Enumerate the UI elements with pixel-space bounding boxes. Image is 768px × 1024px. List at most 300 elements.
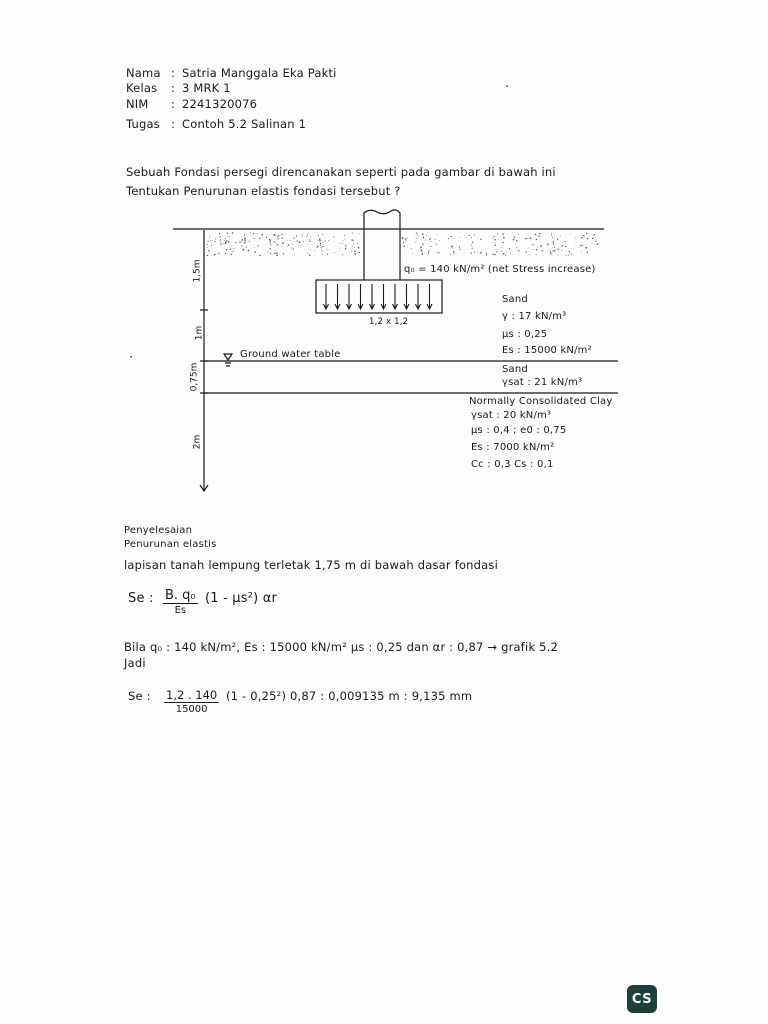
soil-speck — [494, 236, 495, 237]
soil-speck — [553, 251, 554, 252]
soil-speck — [421, 250, 423, 252]
soil-speck — [503, 255, 504, 256]
soil-speck — [241, 245, 242, 246]
soil-speck — [597, 243, 599, 245]
soil-speck — [586, 252, 588, 254]
soil-speck — [219, 236, 220, 237]
soil-speck — [565, 246, 566, 247]
soil-speck — [595, 241, 596, 242]
soil-speck — [209, 237, 210, 238]
soil-speck — [269, 248, 270, 249]
soil-speck — [221, 244, 222, 245]
soil-speck — [568, 254, 569, 255]
soil-speck — [359, 233, 360, 234]
soil-speck — [231, 254, 232, 255]
soil-speck — [472, 247, 473, 248]
soil-speck — [529, 254, 530, 255]
soil-speck — [557, 239, 558, 240]
soil-speck — [294, 254, 295, 255]
soil-speck — [514, 239, 515, 240]
soil-speck — [277, 244, 279, 246]
soil-speck — [322, 234, 323, 235]
soil-speck — [576, 243, 577, 244]
soil-speck — [453, 253, 454, 254]
soil-speck — [300, 241, 301, 242]
soil-speck — [215, 238, 216, 239]
gwt-label: Ground water table — [240, 349, 341, 360]
soil-speck — [241, 239, 242, 240]
soil-speck — [244, 243, 245, 244]
soil-speck — [503, 253, 505, 255]
formula-denominator: Es — [174, 605, 187, 616]
soil-speck — [282, 246, 283, 247]
soil-speck — [518, 250, 519, 251]
value-nim: 2241320076 — [182, 97, 258, 111]
soil-speck — [430, 246, 431, 247]
soil-speck — [474, 252, 475, 253]
soil-speck — [495, 245, 496, 246]
soil-speck — [460, 237, 461, 238]
soil-speck — [480, 252, 481, 253]
soil-speck — [293, 249, 294, 250]
soil-speck — [282, 238, 283, 239]
soil-speck — [533, 249, 534, 250]
soil-speck — [595, 237, 596, 238]
soil-speck — [492, 238, 493, 239]
soil-speck — [274, 234, 276, 236]
soil-speck — [274, 253, 275, 254]
soil-speck — [357, 243, 358, 244]
soil-speck — [228, 241, 230, 243]
soil-speck — [230, 249, 231, 250]
soil-speck — [585, 247, 587, 249]
soil-speck — [486, 254, 487, 255]
soil-speck — [345, 245, 346, 246]
soil-speck — [254, 238, 255, 239]
soil-speck — [438, 252, 439, 253]
soil-speck — [535, 234, 537, 236]
soil-speck — [244, 234, 245, 235]
soil-speck — [321, 250, 322, 251]
label-nim: NIM — [126, 97, 149, 111]
soil-speck — [561, 250, 562, 251]
soil-speck — [551, 233, 552, 234]
soil-speck — [551, 235, 552, 236]
soil-speck — [242, 250, 243, 251]
soil-speck — [214, 254, 216, 256]
soil-speck — [254, 247, 255, 248]
clay-cc-cs: Cc : 0,3 Cs : 0,1 — [471, 459, 554, 470]
soil-speck — [266, 237, 267, 238]
soil-speck — [542, 250, 543, 251]
soil-speck — [550, 253, 551, 254]
jadi-label: Jadi — [124, 656, 146, 670]
soil-speck — [420, 247, 422, 249]
soil-speck — [306, 236, 307, 237]
clay-mu-e0: μs : 0,4 ; e0 : 0,75 — [471, 425, 567, 436]
soil-speck — [411, 248, 412, 249]
soil-speck — [580, 245, 581, 246]
soil-speck — [244, 238, 246, 240]
soil-speck — [530, 237, 532, 239]
soil-speck — [229, 236, 230, 237]
soil-speck — [592, 243, 593, 244]
soil-speck — [224, 240, 225, 241]
solution-subtitle: Penurunan elastis — [124, 539, 217, 550]
soil-speck — [259, 238, 260, 239]
soil-speck — [541, 255, 542, 256]
soil-speck — [536, 239, 537, 240]
soil-speck — [218, 253, 219, 254]
soil-speck — [225, 238, 226, 239]
soil-speck — [353, 244, 354, 245]
sand1-name: Sand — [502, 294, 528, 305]
soil-speck — [554, 247, 555, 248]
soil-speck — [292, 244, 293, 245]
soil-speck — [321, 247, 322, 248]
soil-speck — [581, 251, 582, 252]
clay-name: Normally Consolidated Clay — [469, 396, 613, 407]
soil-speck — [293, 237, 294, 238]
soil-speck — [498, 239, 499, 240]
soil-speck — [308, 253, 309, 254]
soil-speck — [287, 240, 288, 241]
sand2-name: Sand — [502, 364, 528, 375]
soil-speck — [422, 234, 423, 235]
soil-speck — [566, 255, 567, 256]
soil-speck — [512, 239, 513, 240]
sep-nama: : — [171, 66, 176, 80]
soil-speck — [501, 247, 502, 248]
soil-speck — [210, 240, 211, 241]
soil-speck — [428, 251, 429, 252]
soil-speck — [339, 243, 340, 244]
soil-speck — [334, 252, 335, 253]
solution-line-1: lapisan tanah lempung terletak 1,75 m di bawah dasar fondasi — [124, 558, 499, 572]
soil-speck — [439, 240, 440, 241]
soil-speck — [342, 240, 343, 241]
soil-speck — [587, 238, 588, 239]
soil-speck — [405, 238, 406, 239]
soil-speck — [297, 240, 298, 241]
soil-speck — [232, 232, 233, 233]
soil-speck — [525, 238, 526, 239]
sand2-gamma: γsat : 21 kN/m³ — [502, 377, 583, 388]
soil-speck — [496, 251, 497, 252]
soil-speck — [318, 240, 319, 241]
soil-speck — [497, 233, 498, 234]
soil-speck — [269, 239, 270, 240]
soil-speck — [320, 245, 321, 246]
footing — [316, 280, 442, 313]
soil-speck — [345, 248, 346, 249]
soil-speck — [258, 245, 259, 246]
soil-speck — [429, 250, 430, 251]
soil-speck — [437, 234, 438, 235]
soil-speck — [244, 239, 246, 241]
soil-speck — [436, 244, 437, 245]
soil-speck — [246, 247, 247, 248]
soil-speck — [243, 248, 244, 249]
soil-speck — [326, 248, 327, 249]
soil-speck — [528, 248, 529, 249]
soil-speck — [594, 234, 595, 235]
soil-speck — [503, 233, 504, 234]
soil-speck — [320, 243, 321, 244]
soil-speck — [220, 241, 221, 242]
soil-speck — [309, 254, 310, 255]
soil-speck — [248, 250, 249, 251]
page-dot — [506, 85, 508, 87]
soil-speck — [423, 236, 424, 237]
soil-speck — [206, 244, 207, 245]
soil-speck — [552, 237, 553, 238]
problem-line-1: Sebuah Fondasi persegi direncanakan seperti pada gambar di bawah ini — [126, 165, 556, 179]
soil-speck — [270, 244, 271, 245]
soil-speck — [241, 242, 242, 243]
soil-speck — [302, 234, 303, 235]
soil-speck — [536, 249, 538, 251]
soil-speck — [301, 245, 302, 246]
soil-speck — [277, 236, 278, 237]
soil-speck — [327, 253, 328, 254]
soil-speck — [459, 249, 460, 250]
soil-speck — [421, 249, 422, 250]
soil-speck — [316, 247, 317, 248]
soil-speck — [311, 249, 312, 250]
value-tugas: Contoh 5.2 Salinan 1 — [182, 117, 307, 131]
soil-speck — [403, 242, 404, 243]
soil-speck — [309, 241, 310, 242]
soil-speck — [249, 241, 250, 242]
soil-speck — [288, 244, 290, 246]
soil-speck — [592, 238, 594, 240]
soil-speck — [549, 250, 550, 251]
soil-speck — [314, 250, 315, 251]
soil-speck — [596, 239, 597, 240]
depth-label-2: 1m — [194, 325, 205, 341]
soil-speck — [296, 235, 297, 236]
soil-speck — [570, 233, 571, 234]
soil-speck — [550, 252, 551, 253]
soil-speck — [226, 240, 227, 241]
label-tugas: Tugas — [126, 117, 160, 131]
soil-speck — [239, 241, 240, 242]
soil-speck — [516, 240, 517, 241]
soil-speck — [581, 245, 582, 246]
problem-line-2: Tentukan Penurunan elastis fondasi tersebut ? — [126, 184, 401, 198]
soil-speck — [276, 243, 277, 244]
soil-speck — [232, 251, 233, 252]
footing-size-label: 1,2 x 1,2 — [369, 317, 409, 327]
soil-speck — [496, 249, 497, 250]
clay-gamma: γsat : 20 kN/m³ — [471, 410, 552, 421]
soil-speck — [223, 243, 224, 244]
calc-fraction — [164, 688, 219, 715]
soil-speck — [428, 253, 429, 254]
soil-speck — [553, 241, 554, 242]
depth-label-1: 1,5m — [192, 259, 203, 283]
soil-speck — [555, 250, 556, 251]
soil-speck — [328, 240, 329, 241]
soil-speck — [309, 239, 310, 240]
soil-speck — [319, 238, 321, 240]
soil-speck — [426, 235, 427, 236]
soil-speck — [569, 251, 570, 252]
soil-speck — [575, 238, 576, 239]
soil-speck — [494, 243, 495, 244]
soil-speck — [290, 240, 291, 241]
soil-speck — [261, 234, 263, 236]
soil-speck — [562, 245, 564, 247]
soil-speck — [422, 243, 424, 245]
soil-speck — [415, 242, 416, 243]
soil-speck — [299, 242, 300, 243]
soil-speck — [235, 242, 236, 243]
soil-speck — [405, 240, 406, 241]
soil-speck — [344, 239, 345, 240]
soil-speck — [354, 247, 355, 248]
formula-fraction — [163, 588, 198, 616]
soil-speck — [225, 253, 226, 254]
soil-speck — [459, 247, 460, 248]
soil-speck — [334, 237, 335, 238]
soil-speck — [516, 247, 517, 248]
soil-speck — [469, 235, 470, 236]
soil-speck — [276, 254, 278, 256]
soil-speck — [233, 248, 234, 249]
sep-nim: : — [171, 97, 176, 111]
load-label: q₀ = 140 kN/m² (net Stress increase) — [404, 264, 596, 275]
soil-speck — [471, 237, 472, 238]
soil-speck — [526, 251, 527, 252]
soil-speck — [303, 241, 304, 242]
soil-speck — [345, 246, 346, 247]
soil-speck — [429, 239, 430, 240]
soil-speck — [581, 237, 583, 239]
soil-speck — [342, 243, 343, 244]
soil-speck — [352, 233, 353, 234]
soil-speck — [437, 252, 438, 253]
formula-numerator: B. q₀ — [165, 588, 196, 603]
clay-es: Es : 7000 kN/m² — [471, 442, 555, 453]
soil-speck — [211, 245, 212, 246]
soil-speck — [219, 254, 220, 255]
soil-speck — [584, 236, 585, 237]
soil-speck — [402, 237, 404, 239]
soil-speck — [257, 233, 258, 234]
soil-speck — [227, 233, 228, 234]
soil-speck — [308, 244, 309, 245]
soil-speck — [453, 251, 454, 252]
sep-tugas: : — [171, 117, 176, 131]
soil-speck — [254, 251, 256, 253]
soil-speck — [226, 249, 227, 250]
soil-speck — [355, 253, 356, 254]
soil-speck — [270, 241, 271, 242]
soil-speck — [422, 233, 423, 234]
soil-speck — [220, 239, 221, 240]
soil-speck — [327, 249, 328, 250]
soil-speck — [431, 241, 432, 242]
soil-speck — [451, 236, 452, 237]
depth-label-3: 0,75m — [189, 362, 200, 392]
soil-speck — [425, 240, 426, 241]
soil-speck — [538, 235, 539, 236]
soil-speck — [267, 252, 268, 253]
page-dot — [130, 356, 132, 358]
soil-speck — [450, 236, 451, 237]
soil-speck — [416, 238, 417, 239]
soil-speck — [359, 252, 360, 253]
sand1-mu: μs : 0,25 — [502, 329, 548, 340]
soil-speck — [486, 253, 487, 254]
soil-speck — [319, 240, 321, 242]
soil-speck — [451, 246, 453, 248]
soil-speck — [584, 255, 585, 256]
given-line: Bila q₀ : 140 kN/m², Es : 15000 kN/m² μs : 0,25 dan αr : 0,87 → grafik 5.2 — [124, 640, 559, 654]
soil-speck — [281, 234, 282, 235]
soil-speck — [259, 255, 260, 256]
soil-speck — [250, 232, 251, 233]
soil-speck — [344, 235, 345, 236]
soil-speck — [583, 235, 584, 236]
soil-speck — [571, 253, 572, 254]
soil-speck — [430, 238, 431, 239]
soil-speck — [472, 242, 473, 243]
soil-speck — [219, 234, 220, 235]
soil-speck — [510, 253, 511, 254]
soil-speck — [423, 237, 424, 238]
soil-speck — [533, 244, 534, 245]
soil-speck — [209, 251, 210, 252]
soil-speck — [351, 239, 353, 241]
soil-speck — [416, 232, 417, 233]
soil-speck — [342, 254, 343, 255]
soil-speck — [354, 251, 356, 253]
soil-speck — [291, 247, 292, 248]
soil-speck — [407, 247, 408, 248]
soil-speck — [471, 253, 472, 254]
soil-speck — [509, 248, 510, 249]
solution-title: Penyelesaian — [124, 525, 193, 536]
soil-speck — [322, 254, 323, 255]
calc-lhs: Se : — [128, 689, 151, 703]
calc-numerator: 1,2 . 140 — [166, 688, 218, 702]
soil-speck — [553, 242, 554, 243]
calc-rest: (1 - 0,25²) 0,87 : 0,009135 m : 9,135 mm — [226, 689, 473, 703]
soil-speck — [317, 246, 319, 248]
value-kelas: 3 MRK 1 — [182, 81, 231, 95]
soil-speck — [404, 246, 405, 247]
soil-speck — [450, 254, 451, 255]
soil-speck — [481, 251, 482, 252]
soil-speck — [417, 235, 418, 236]
formula-lhs: Se : — [128, 591, 154, 606]
soil-speck — [220, 237, 221, 238]
soil-speck — [501, 251, 502, 252]
soil-speck — [494, 254, 495, 255]
soil-speck — [558, 255, 559, 256]
soil-speck — [309, 249, 310, 250]
soil-speck — [253, 233, 254, 234]
soil-speck — [318, 235, 319, 236]
soil-speck — [471, 245, 472, 246]
calc-denominator: 15000 — [175, 704, 208, 715]
soil-speck — [220, 243, 221, 244]
soil-speck — [526, 238, 527, 239]
sep-kelas: : — [171, 81, 176, 95]
